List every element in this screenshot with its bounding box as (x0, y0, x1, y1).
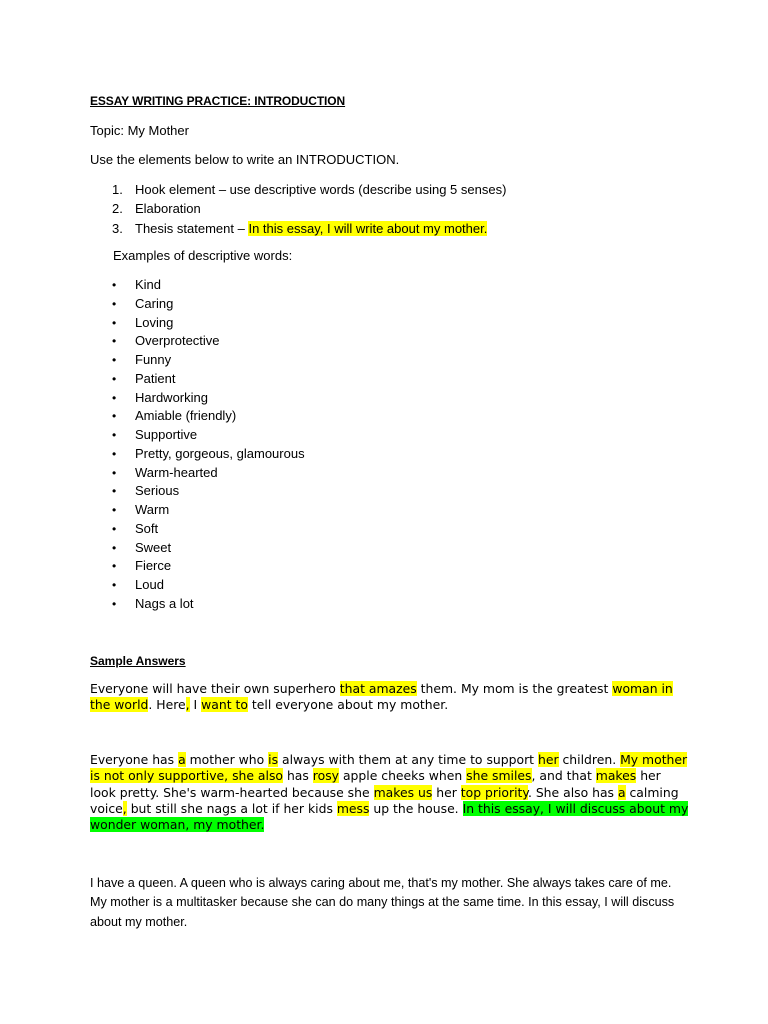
list-item (112, 180, 506, 199)
highlighted-text: top priority (460, 784, 528, 800)
word-text: Serious (135, 483, 180, 499)
word-text: Amiable (friendly) (135, 408, 237, 424)
bullet-icon: • (112, 484, 117, 499)
text-run: . Here (148, 697, 186, 713)
green-highlighted-text: In this essay, I will discuss about my wonder woman, my mother. (90, 800, 689, 833)
list-item (112, 426, 305, 445)
examples-label: Examples of descriptive words: (113, 248, 293, 263)
list-item (112, 389, 305, 408)
text-run: has (283, 768, 313, 784)
word-text: Overprotective (135, 333, 220, 349)
text-run: children. (558, 752, 621, 767)
text-run: tell everyone about my mother. (247, 697, 449, 713)
page-title: ESSAY WRITING PRACTICE: INTRODUCTION (90, 94, 346, 108)
text-run: always with them at any time to support (278, 752, 538, 767)
word-text: Caring (135, 295, 174, 311)
word-text: Loving (135, 314, 174, 330)
highlighted-text: her (537, 752, 559, 767)
bullet-icon: • (112, 540, 117, 555)
list-item (112, 595, 305, 614)
list-item (112, 464, 305, 483)
bullet-icon: • (112, 278, 117, 292)
bullet-icon: • (112, 521, 117, 536)
list-number: 3. (112, 220, 123, 236)
bullet-icon: • (112, 596, 117, 611)
bullet-icon: • (112, 409, 117, 424)
text-run: calming voice (90, 784, 679, 816)
text-run: I (189, 697, 202, 713)
sample-answer-2 (90, 752, 690, 833)
highlighted-text: want to (201, 697, 248, 713)
bullet-icon: • (112, 465, 117, 480)
bullet-icon: • (112, 559, 117, 574)
word-text: Loud (135, 577, 164, 592)
text-run: , and that (531, 768, 596, 784)
word-text: Sweet (135, 539, 172, 555)
word-text: Pretty, gorgeous, glamourous (135, 445, 305, 461)
highlighted-text: makes (595, 768, 637, 784)
bullet-icon: • (112, 503, 117, 517)
instruction-line: Use the elements below to write an INTRODUCTION. (90, 152, 400, 167)
sample-answers-heading: Sample Answers (90, 654, 186, 668)
highlighted-text: My mother is not only supportive, she also (90, 752, 688, 784)
word-text: Nags a lot (135, 595, 194, 611)
word-text: Soft (135, 520, 159, 536)
word-text: Patient (135, 370, 176, 386)
word-text: Funny (135, 352, 172, 367)
bullet-icon: • (112, 578, 117, 592)
highlighted-text: rosy (312, 768, 339, 784)
list-item (112, 407, 305, 426)
list-item (112, 445, 305, 464)
list-item (112, 295, 305, 314)
highlighted-text: , (185, 697, 190, 713)
text-run: Everyone has (90, 752, 179, 767)
text-run: . She also has (527, 784, 618, 800)
descriptive-words-list (112, 276, 305, 614)
list-item (112, 370, 305, 389)
highlighted-text: a (178, 752, 186, 767)
bullet-icon: • (112, 296, 117, 311)
word-text: Warm (135, 502, 170, 517)
list-number: 2. (112, 201, 123, 217)
list-item (112, 351, 305, 370)
list-item (112, 557, 305, 576)
highlighted-text: she smiles (466, 768, 532, 784)
text-run: them. My mom is the greatest (416, 681, 613, 696)
sample-answer-1 (90, 681, 690, 714)
list-item (112, 199, 506, 218)
list-item-text: Elaboration (135, 201, 201, 217)
text-run: Everyone will have their own superhero (90, 681, 340, 696)
bullet-icon: • (112, 334, 117, 349)
highlighted-text: woman in the world (90, 681, 673, 713)
word-text: Warm-hearted (135, 464, 218, 480)
highlighted-text: a (617, 784, 626, 800)
text-run: mother who (185, 752, 269, 767)
text-run: up the house. (369, 800, 463, 816)
highlighted-text: mess (336, 800, 370, 816)
highlighted-text: makes us (373, 784, 433, 800)
sample-answer-3: I have a queen. A queen who is always caring about me, that's my mother. She always takes care of me. My mother is a multitasker because she can do many things at the same time. In this essay, I will discuss about my mother. (90, 876, 675, 929)
list-item (112, 332, 305, 351)
word-text: Kind (135, 277, 162, 292)
text-run: but still she nags a lot if her kids (126, 800, 337, 816)
bullet-icon: • (112, 371, 117, 386)
list-item-text: Hook element – use descriptive words (describe using 5 senses) (135, 182, 507, 197)
list-number: 1. (112, 182, 123, 197)
highlighted-text: , (122, 800, 127, 816)
list-item (112, 520, 305, 539)
highlighted-text: is (268, 752, 279, 767)
bullet-icon: • (112, 390, 117, 405)
bullet-icon: • (112, 428, 117, 442)
topic-line: Topic: My Mother (90, 123, 189, 138)
text-run: her look pretty. She's warm-hearted because she (90, 768, 661, 800)
list-item (112, 576, 305, 595)
highlighted-text: that amazes (339, 681, 417, 696)
text-run: apple cheeks when (339, 768, 467, 784)
bullet-icon: • (112, 353, 117, 367)
word-text: Supportive (135, 427, 198, 442)
list-item (112, 501, 305, 520)
list-item-text: Thesis statement – (135, 220, 249, 236)
list-item (112, 219, 506, 238)
word-text: Hardworking (135, 389, 208, 405)
list-item (112, 482, 305, 501)
bullet-icon: • (112, 315, 117, 330)
elements-list (112, 180, 506, 238)
list-item (112, 539, 305, 558)
word-text: Fierce (135, 558, 172, 574)
list-item (112, 276, 305, 295)
bullet-icon: • (112, 446, 117, 461)
text-run: her (432, 784, 461, 800)
thesis-highlight: In this essay, I will write about my mother. (248, 220, 488, 236)
list-item (112, 314, 305, 333)
